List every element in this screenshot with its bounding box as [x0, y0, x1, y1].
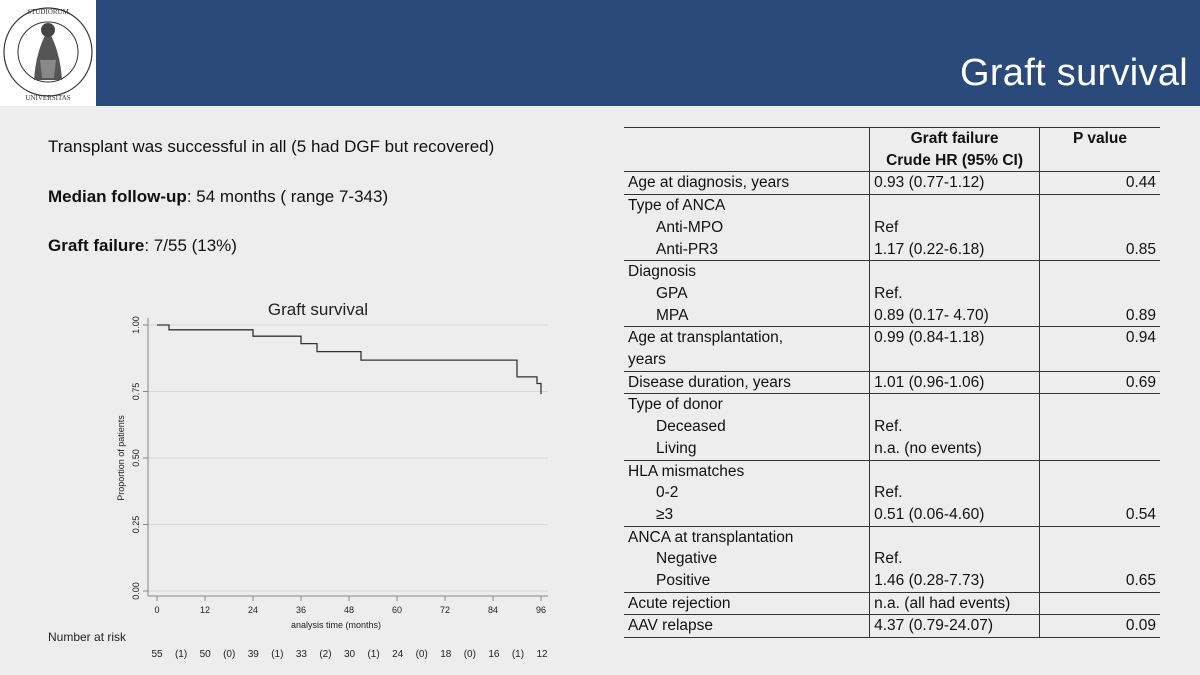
- followup-label: Median follow-up: [48, 187, 187, 206]
- row-pvalue: [1039, 261, 1160, 283]
- row-hr: 1.01 (0.96-1.06): [870, 371, 1040, 394]
- row-label: Anti-PR3: [624, 239, 870, 261]
- row-hr: 4.37 (0.79-24.07): [870, 615, 1040, 638]
- row-label: Age at diagnosis, years: [624, 172, 870, 195]
- row-pvalue: 0.09: [1039, 615, 1160, 638]
- row-hr: 0.89 (0.17- 4.70): [870, 305, 1040, 327]
- row-pvalue: [1039, 283, 1160, 305]
- table-row: [624, 570, 1160, 592]
- row-hr: Ref.: [870, 416, 1040, 438]
- table-row: [624, 615, 1160, 638]
- svg-text:UNIVERSITAS: UNIVERSITAS: [25, 94, 71, 102]
- table-row: [624, 371, 1160, 394]
- at-risk-value: 12: [536, 649, 548, 660]
- table-row: [624, 195, 1160, 217]
- at-risk-value: (1): [367, 649, 380, 660]
- at-risk-value: 16: [488, 649, 500, 660]
- x-tick-label: 60: [391, 605, 403, 615]
- at-risk-value: (2): [319, 649, 332, 660]
- y-tick-label: 0.75: [131, 382, 141, 401]
- row-pvalue: [1039, 217, 1160, 239]
- row-pvalue: [1039, 349, 1160, 371]
- at-risk-value: (0): [223, 649, 236, 660]
- at-risk-value: 39: [247, 649, 259, 660]
- table-row: [624, 548, 1160, 570]
- row-label: Acute rejection: [624, 592, 870, 615]
- x-tick-label: 36: [295, 605, 307, 615]
- table-row: [624, 416, 1160, 438]
- row-pvalue: [1039, 526, 1160, 548]
- row-hr: 0.51 (0.06-4.60): [870, 504, 1040, 526]
- row-pvalue: [1039, 394, 1160, 416]
- row-hr: Ref.: [870, 482, 1040, 504]
- x-tick-label: 84: [487, 605, 499, 615]
- row-hr: 0.99 (0.84-1.18): [870, 327, 1040, 349]
- chart-title: Graft survival: [267, 300, 369, 319]
- x-tick-label: 0: [154, 605, 160, 615]
- at-risk-value: 33: [295, 649, 307, 660]
- row-label: years: [624, 349, 870, 371]
- row-label: Negative: [656, 550, 718, 568]
- followup-value: : 54 months ( range 7-343): [186, 187, 389, 206]
- row-pvalue: [1039, 438, 1160, 460]
- at-risk-value: (1): [174, 649, 188, 660]
- row-pvalue: 0.85: [1039, 239, 1160, 261]
- row-hr: Ref: [870, 217, 1040, 239]
- table-row: [624, 460, 1160, 482]
- row-hr: n.a. (no events): [870, 438, 1040, 460]
- row-pvalue: 0.54: [1039, 504, 1160, 526]
- row-hr: [870, 394, 1040, 416]
- table-row: [624, 504, 1160, 526]
- row-label: Type of donor: [628, 396, 723, 414]
- row-label: Diagnosis: [628, 263, 697, 281]
- row-pvalue: 0.65: [1039, 570, 1160, 592]
- page-title: Graft survival: [959, 52, 1188, 94]
- row-pvalue: [1039, 195, 1160, 217]
- row-pvalue: 0.69: [1039, 371, 1160, 394]
- y-tick-label: 0.25: [131, 515, 141, 534]
- row-label: Disease duration, years: [624, 371, 870, 394]
- row-label: ANCA at transplantation: [628, 528, 794, 546]
- row-hr: [870, 526, 1040, 548]
- row-label: GPA: [656, 284, 688, 302]
- table-row: [624, 438, 1160, 460]
- hazard-ratio-table: [624, 127, 1160, 638]
- table-row: [624, 482, 1160, 504]
- svg-text:STUDIORUM: STUDIORUM: [27, 8, 69, 16]
- table-row: [624, 592, 1160, 615]
- row-hr: Ref.: [870, 283, 1040, 305]
- y-tick-label: 1.00: [131, 316, 141, 334]
- row-label: HLA mismatches: [628, 462, 745, 480]
- row-label: Positive: [624, 570, 870, 592]
- table-row: [624, 526, 1160, 548]
- y-tick-label: 0.50: [131, 449, 141, 467]
- row-hr: [870, 261, 1040, 283]
- table-row: [624, 172, 1160, 195]
- x-tick-label: 24: [247, 605, 259, 615]
- row-label: 0-2: [656, 484, 679, 502]
- row-hr: [870, 460, 1040, 482]
- graft-failure-label: Graft failure: [48, 236, 145, 255]
- table-row: [624, 349, 1160, 371]
- at-risk-value: (1): [511, 649, 525, 660]
- row-pvalue: 0.89: [1039, 305, 1160, 327]
- table-row: [624, 394, 1160, 416]
- x-tick-label: 12: [199, 605, 211, 615]
- table-row: [624, 261, 1160, 283]
- at-risk-value: (0): [415, 649, 428, 660]
- row-pvalue: [1039, 548, 1160, 570]
- x-tick-label: 72: [439, 605, 451, 615]
- table-row: [624, 327, 1160, 349]
- row-pvalue: 0.94: [1039, 327, 1160, 349]
- table-header-pvalue: P value: [1039, 128, 1160, 172]
- at-risk-value: 24: [392, 649, 404, 660]
- at-risk-value: 50: [199, 649, 211, 660]
- chart-grid: [148, 325, 548, 591]
- row-hr: 1.17 (0.22-6.18): [870, 239, 1040, 261]
- table-row: [624, 239, 1160, 261]
- row-pvalue: 0.44: [1039, 172, 1160, 195]
- x-tick-label: 96: [535, 605, 547, 615]
- row-label: Type of ANCA: [628, 197, 726, 215]
- table-header-row: [624, 128, 1160, 172]
- row-label: MPA: [624, 305, 870, 327]
- at-risk-value: 55: [151, 649, 163, 660]
- row-label: Anti-MPO: [656, 218, 724, 236]
- number-at-risk-label: Number at risk: [48, 630, 127, 644]
- y-axis-label: Proportion of patients: [116, 415, 126, 501]
- transplant-success-text: Transplant was successful in all (5 had DGF but recovered): [48, 137, 495, 156]
- row-hr: n.a. (all had events): [870, 592, 1040, 615]
- row-pvalue: [1039, 416, 1160, 438]
- row-hr: Ref.: [870, 548, 1040, 570]
- header-graft-failure: Graft failure: [910, 130, 999, 147]
- at-risk-value: 18: [440, 649, 452, 660]
- row-pvalue: [1039, 482, 1160, 504]
- row-label: ≥3: [624, 504, 870, 526]
- table-row: [624, 305, 1160, 327]
- table-header-empty: [624, 128, 870, 172]
- row-hr: [870, 349, 1040, 371]
- row-label: Deceased: [656, 418, 726, 436]
- x-axis-label: analysis time (months): [290, 620, 382, 630]
- row-label: AAV relapse: [624, 615, 870, 638]
- table-row: [624, 217, 1160, 239]
- graft-failure-value: : 7/55 (13%): [144, 236, 237, 255]
- at-risk-value: (0): [463, 649, 476, 660]
- row-label: Living: [624, 438, 870, 460]
- at-risk-value: 30: [343, 649, 356, 660]
- at-risk-value: (1): [271, 649, 284, 660]
- y-tick-label: 0.00: [131, 582, 141, 600]
- row-hr: [870, 195, 1040, 217]
- row-hr: 0.93 (0.77-1.12): [870, 172, 1040, 195]
- row-label: Age at transplantation,: [628, 329, 784, 347]
- table-row: [624, 283, 1160, 305]
- table-header-hr: [870, 128, 1040, 172]
- survival-curve: [157, 325, 541, 394]
- row-pvalue: [1039, 460, 1160, 482]
- row-pvalue: [1039, 592, 1160, 615]
- header-crude-hr: Crude HR (95% CI): [886, 151, 1024, 169]
- row-hr: 1.46 (0.28-7.73): [870, 570, 1040, 592]
- x-tick-label: 48: [343, 605, 355, 615]
